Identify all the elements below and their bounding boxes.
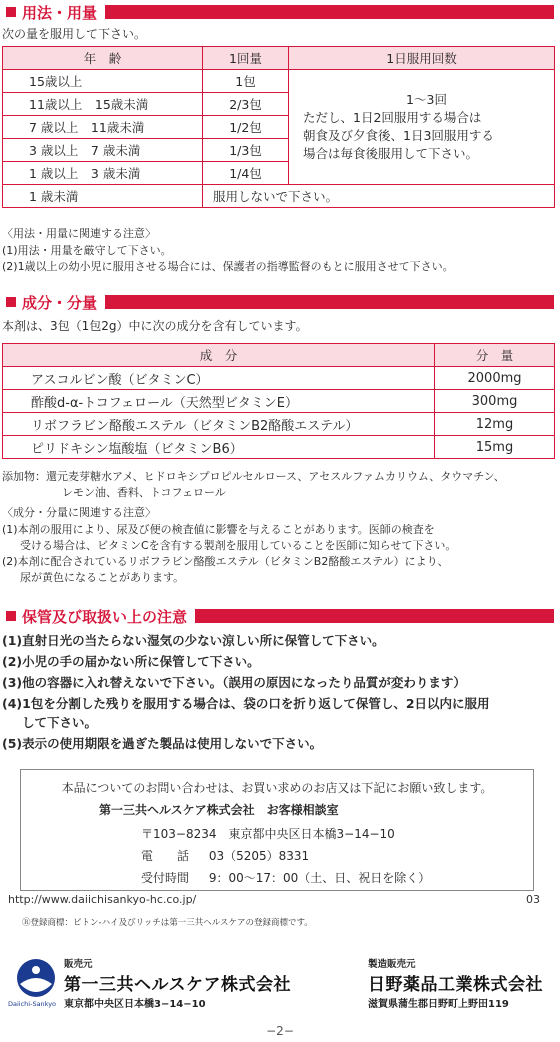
- usage-note-2: (2)1歳以上の幼小児に服用させる場合には、保護者の指導監督のもとに服用させて下さい。: [2, 260, 454, 273]
- not-recommended-cell: 服用しないで下さい。: [203, 185, 555, 208]
- storage-item-2: (2)小児の手の届かない所に保管して下さい。: [2, 654, 260, 669]
- times-note-l2: ただし、1日2回服用する場合は: [303, 110, 482, 125]
- table-row: [3, 70, 555, 93]
- storage-section-header: [6, 606, 554, 626]
- ingredient-note-1b: 受ける場合は、ビタミンCを含有する製剤を服用していることを医師に知らせて下さい。: [20, 539, 457, 552]
- header-quantity: 分 量: [435, 344, 555, 367]
- age-cell: 1 歳未満: [3, 185, 203, 208]
- storage-item-4-cont: して下さい。: [22, 715, 98, 730]
- section-marker: [6, 611, 16, 621]
- header-age: 年 齢: [3, 47, 203, 70]
- contact-address: 〒103−8234 東京都中央区日本橋3−14−10: [141, 827, 395, 841]
- header-times: 1日服用回数: [289, 47, 555, 70]
- dose-cell: 1包: [203, 70, 289, 93]
- ingredients-section-title: 成分・分量: [22, 293, 98, 312]
- contact-intro: 本品についてのお問い合わせは、お買い求めのお店又は下記にお願い致します。: [61, 781, 493, 795]
- manufacturer-block: [368, 956, 543, 1010]
- usage-notes-title: 〈用法・用量に関連する注意〉: [2, 227, 156, 240]
- table-row: [3, 436, 555, 459]
- phone-number[interactable]: 03（5205）8331: [208, 849, 310, 863]
- manufacturer-role: 製造販売元: [368, 959, 416, 970]
- age-cell: 3 歳以上 7 歳未満: [3, 139, 203, 162]
- contact-box: [20, 769, 534, 891]
- section-rule: [195, 609, 554, 623]
- ingredients-notes-title: 〈成分・分量に関連する注意〉: [2, 506, 156, 519]
- dose-cell: 1/4包: [203, 162, 289, 185]
- section-rule: [105, 295, 554, 309]
- times-note-l3: 朝食及び夕食後、1日3回服用する: [303, 128, 494, 143]
- ingredients-intro: 本剤は、3包（1包2g）中に次の成分を含有しています。: [2, 319, 308, 333]
- ingredients-section-header: [6, 292, 554, 312]
- times-note-l4: 場合は毎食後服用して下さい。: [303, 146, 479, 161]
- hours-value: 9：00〜17：00（土、日、祝日を除く）: [208, 871, 431, 885]
- storage-item-4: (4)1包を分割した残りを服用する場合は、袋の口を折り返して保管し、2日以内に服用: [2, 696, 490, 711]
- ingredient-name: ピリドキシン塩酸塩（ビタミンB6）: [3, 436, 435, 459]
- ingredient-name: リボフラビン酪酸エステル（ビタミンB2酪酸エステル）: [3, 413, 435, 436]
- ingredient-name: アスコルビン酸（ビタミンC）: [3, 367, 435, 390]
- times-note-l1: 1〜3回: [406, 92, 447, 107]
- storage-item-5: (5)表示の使用期限を過ぎた製品は使用しないで下さい。: [2, 736, 323, 751]
- table-row: [3, 413, 555, 436]
- header-ingredient: 成 分: [3, 344, 435, 367]
- logo-text: Daiichi-Sankyo: [8, 1000, 57, 1008]
- usage-note-1: (1)用法・用量を厳守して下さい。: [2, 244, 172, 257]
- usage-intro: 次の量を服用して下さい。: [2, 27, 147, 41]
- header-dose: 1回量: [203, 47, 289, 70]
- ingredient-qty: 300mg: [435, 390, 555, 413]
- seller-role: 販売元: [64, 959, 93, 970]
- storage-item-1: (1)直射日光の当たらない湿気の少ない涼しい所に保管して下さい。: [2, 633, 385, 648]
- additives-line-2: レモン油、香料、トコフェロール: [62, 486, 226, 499]
- usage-section-header: [6, 2, 554, 22]
- ingredient-name: 酢酸d-α-トコフェロール（天然型ビタミンE）: [3, 390, 435, 413]
- age-cell: 11歳以上 15歳未満: [3, 93, 203, 116]
- daiichi-sankyo-logo-icon: [14, 958, 58, 998]
- page-number: −2−: [266, 1024, 294, 1038]
- ingredient-note-2b: 尿が黄色になることがあります。: [20, 571, 185, 584]
- ingredient-qty: 2000mg: [435, 367, 555, 390]
- times-note-cell: [289, 70, 555, 185]
- ingredient-qty: 15mg: [435, 436, 555, 459]
- dosage-table: [2, 46, 555, 208]
- dose-cell: 2/3包: [203, 93, 289, 116]
- dose-cell: 1/2包: [203, 116, 289, 139]
- manufacturer-name: 日野薬品工業株式会社: [368, 975, 543, 995]
- doc-code: 03: [526, 893, 540, 906]
- section-rule: [105, 5, 554, 19]
- manufacturer-address: 滋賀県蒲生郡日野町上野田119: [368, 999, 509, 1010]
- seller-address: 東京都中央区日本橋3−14−10: [64, 999, 206, 1010]
- table-row: [3, 185, 555, 208]
- seller-name: 第一三共ヘルスケア株式会社: [64, 975, 291, 995]
- phone-label: 電 話: [141, 849, 190, 863]
- storage-section-title: 保管及び取扱い上の注意: [22, 607, 188, 626]
- website-link[interactable]: http://www.daiichisankyo-hc.co.jp/: [8, 893, 197, 906]
- hours-label: 受付時間: [141, 871, 190, 885]
- usage-section-title: 用法・用量: [22, 3, 98, 22]
- table-row: [3, 390, 555, 413]
- storage-item-3: (3)他の容器に入れ替えないで下さい。（誤用の原因になったり品質が変わります）: [2, 675, 466, 690]
- seller-block: [64, 956, 291, 1010]
- section-marker: [6, 297, 16, 307]
- section-marker: [6, 7, 16, 17]
- table-row: [3, 367, 555, 390]
- ingredient-note-1a: (1)本剤の服用により、尿及び便の検査値に影響を与えることがあります。医師の検査を: [2, 523, 435, 536]
- age-cell: 7 歳以上 11歳未満: [3, 116, 203, 139]
- age-cell: 1 歳以上 3 歳未満: [3, 162, 203, 185]
- ingredient-qty: 12mg: [435, 413, 555, 436]
- trademark-note: Ⓡ登録商標：ビトン-ハイ及びリッチは第一三共ヘルスケアの登録商標です。: [22, 918, 313, 928]
- ingredient-note-2a: (2)本剤に配合されているリボフラビン酪酸エステル（ビタミンB2酪酸エステル）により、: [2, 555, 449, 568]
- contact-company: 第一三共ヘルスケア株式会社 お客様相談室: [99, 803, 339, 817]
- additives-line-1: 添加物：還元麦芽糖水アメ、ヒドロキシプロピルセルロース、アセスルファムカリウム、タウマチン、: [2, 470, 505, 483]
- age-cell: 15歳以上: [3, 70, 203, 93]
- ingredients-table: [2, 343, 555, 459]
- dose-cell: 1/3包: [203, 139, 289, 162]
